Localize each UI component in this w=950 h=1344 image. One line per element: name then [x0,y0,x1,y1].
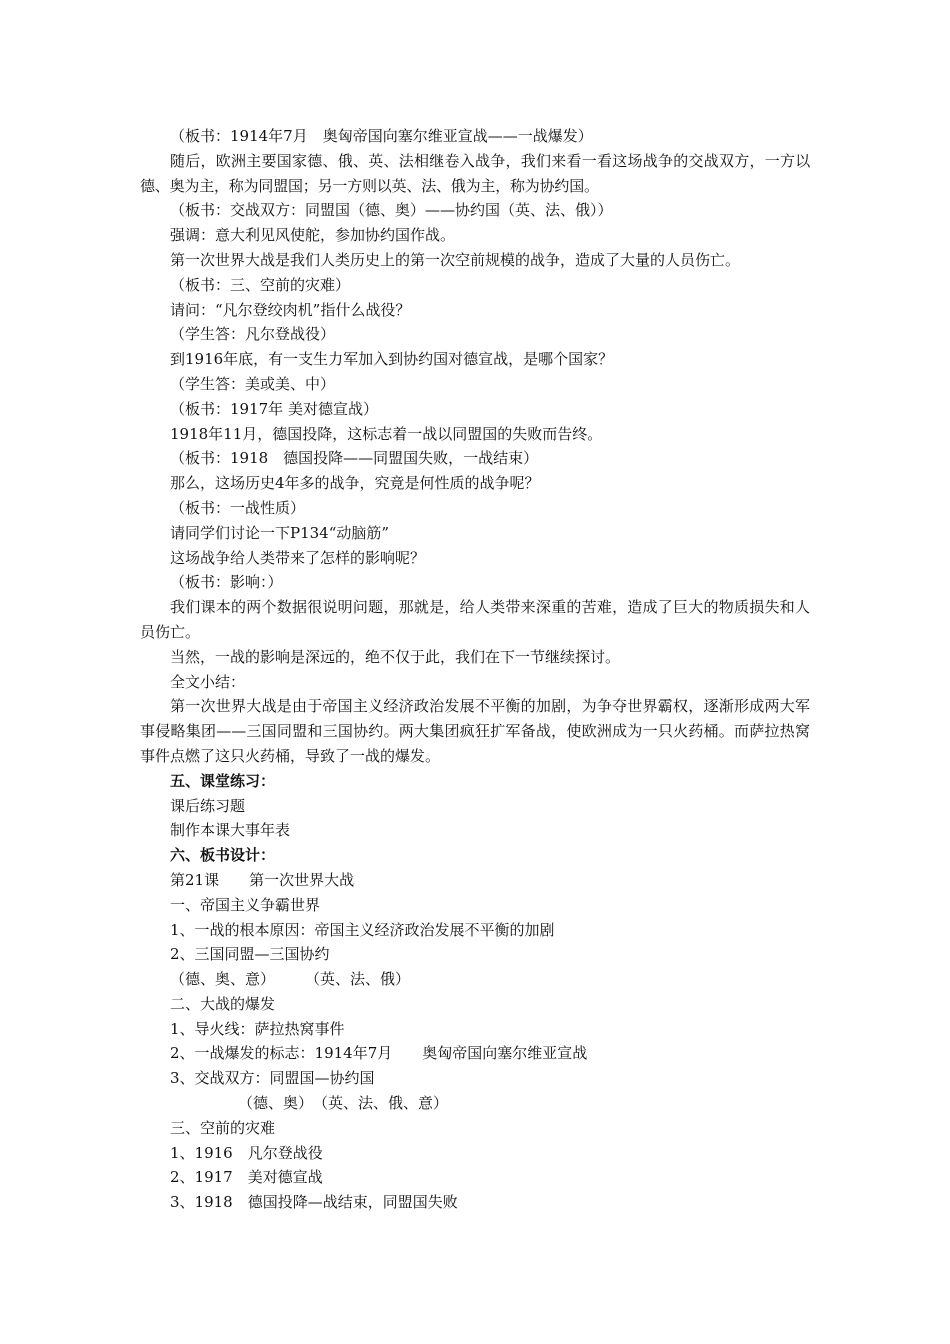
board-line: 2、三国同盟—三国协约 [170,945,330,964]
board-note-1918: （板书：1918 德国投降——同盟国失败，一战结束） [170,449,539,468]
document-page [140,124,810,1215]
board-line: 1、1916 凡尔登战役 [170,1143,323,1162]
board-line: 2、1917 美对德宣战 [170,1168,323,1187]
answer-verdun: （学生答：凡尔登战役） [170,325,336,344]
board-line: 1、一战的根本原因：帝国主义经济政治发展不平衡的加剧 [170,920,555,939]
question-verdun: 请问：“凡尔登绞肉机”指什么战役？ [170,300,411,319]
discussion-prompt: 请同学们讨论一下P134“动脑筋” [170,523,390,542]
question-new-ally: 到1916年底，有一支生力军加入到协约国对德宣战，是哪个国家？ [170,350,614,369]
board-line: 三、空前的灾难 [170,1118,276,1137]
paragraph-casualties: 第一次世界大战是我们人类历史上的第一次空前规模的战争，造成了大量的人员伤亡。 [170,250,741,269]
board-note-impact: （板书：影响：） [170,573,283,592]
board-line: 一、帝国主义争霸世界 [170,895,321,914]
section-heading-exercises: 五、课堂练习： [170,771,276,790]
board-line-lesson-title: 第21课 第一次世界大战 [170,870,355,889]
board-note-disaster: （板书：三、空前的灾难） [170,275,351,294]
board-line: 3、1918 德国投降—战结束，同盟国失败 [170,1193,458,1212]
exercise-item: 课后练习题 [170,796,246,815]
question-nature: 那么，这场历史4年多的战争，究竟是何性质的战争呢？ [170,474,540,493]
board-line: 1、导火线：萨拉热窝事件 [170,1019,345,1038]
summary-paragraph: 第一次世界大战是由于帝国主义经济政治发展不平衡的加剧，为争夺世界霸权，逐渐形成两大军事侵略集团——三国同盟和三国协约。两大集团疯狂扩军备战，使欧洲成为一只火药桶。而萨拉热窝事件点燃了这只火药桶，导致了一战的爆发。 [140,697,810,765]
paragraph-italy: 强调：意大利见风使舵，参加协约国作战。 [170,226,456,245]
board-note-1917: （板书：1917年 美对德宣战） [170,399,378,418]
answer-new-ally: （学生答：美或美、中） [170,374,336,393]
board-line: 二、大战的爆发 [170,994,276,1013]
board-line: （德、奥、意） （英、法、俄） [170,970,411,989]
paragraph-far-reaching: 当然，一战的影响是深远的，绝不仅于此，我们在下一节继续探讨。 [170,647,621,666]
paragraph-belligerents: 随后，欧洲主要国家德、俄、英、法相继卷入战争，我们来看一看这场战争的交战双方，一方以德、奥为主，称为同盟国；另一方则以英、法、俄为主，称为协约国。 [140,151,810,195]
board-note-nature: （板书：一战性质） [170,498,306,517]
board-note-belligerents: （板书：交战双方：同盟国（德、奥）——协约国（英、法、俄）） [170,201,613,220]
exercise-item: 制作本课大事年表 [170,821,291,840]
board-note-war-declared: （板书：1914年7月 奥匈帝国向塞尔维亚宣战——一战爆发） [170,127,593,145]
board-line: （德、奥） （英、法、俄、意） [238,1094,449,1113]
paragraph-germany-surrender: 1918年11月，德国投降，这标志着一战以同盟国的失败而告终。 [170,424,603,443]
summary-label: 全文小结： [170,672,246,691]
paragraph-data: 我们课本的两个数据很说明问题，那就是，给人类带来深重的苦难，造成了巨大的物质损失和人员伤亡。 [140,598,810,641]
question-impact: 这场战争给人类带来了怎样的影响呢？ [170,548,426,567]
board-line: 2、一战爆发的标志：1914年7月 奥匈帝国向塞尔维亚宣战 [170,1044,588,1063]
section-heading-board-design: 六、板书设计： [170,846,276,865]
board-line: 3、交战双方：同盟国—协约国 [170,1069,375,1088]
